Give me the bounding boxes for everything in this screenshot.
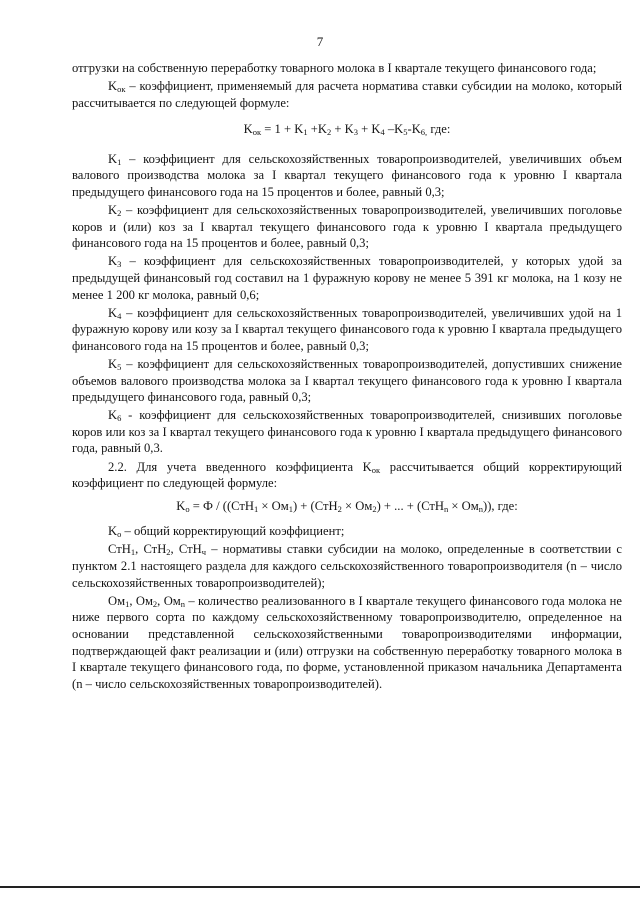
paragraph-stn-definition: СтН$_1$, СтН$_2$, СтН$_ч$ – нормативы ставки субсидии на молоко, определенные в соответствии с пунктом 2.1 настоящего раздела для каждого сельскохозяйственного товаропроизводителя (n – число сельскохозяйственных товаропроизводителей); [72, 542, 622, 590]
paragraph-2-2: 2.2. Для учета введенного коэффициента $K_{ок}$ рассчитывается общий корректирующий коэффициент по следующей формуле: [72, 459, 622, 491]
paragraph-om-definition: $Ом_1$, $Ом_2$, $Ом_n$ – количество реализованного в I квартале текущего финансового года молока не ниже первого сорта по каждому сельскохозяйственному товаропроизводителю, определенное на основании представленной сельскохозяйственными товаропроизводителями информации, подтверждающей факт реализации и (или) отгрузки на собственную переработку товарного молока в I квартале текущего финансового года, по форме, установленной приказом начальника Департамента (n – число сельскохозяйственных товаропроизводителей). [72, 593, 622, 691]
paragraph-k1: $K_1$ – коэффициент для сельскохозяйственных товаропроизводителей, увеличивших объем валового производства молока за I квартал текущего финансового года к уровню I квартала предыдущего финансового года на 15 процентов и более, равный 0,3; [72, 151, 622, 200]
formula-kok: $K_{ок} = 1 + K_1 +K_2 + K_3 + K_4$ $-K_5-K_{6,}$ где: [243, 122, 451, 138]
paragraph-k3: $K_3$ – коэффициент для сельскохозяйственных товаропроизводителей, у которых удой за предыдущей финансовый год составил на 1 фуражную корову не менее 5 391 кг молока, на 1 козу не менее 1 200 кг молока, равный 0,6; [72, 254, 622, 302]
formula-ko: $K_o = Ф / ((СтН_1 \times Ом_1) + (СтН_2 \times Ом_2)$ + ... + $(СтН_n \times Ом_n)$), где: [176, 498, 518, 514]
document-body [72, 60, 622, 694]
paragraph-k4: $K_4$ – коэффициент для сельскохозяйственных товаропроизводителей, увеличивших удой на 1 фуражную корову или козу за I квартал текущего финансового года к уровню I квартала предыдущего финансового года на 15 процентов и более, равный 0,3; [72, 305, 622, 353]
paragraph-kok-definition: $K_{ок}$ – коэффициент, применяемый для расчета норматива ставки субсидии на молоко, который рассчитывается по следующей формуле: [72, 79, 622, 110]
paragraph-shipment-end: отгрузки на собственную переработку товарного молока в I квартале текущего финансового года; [72, 61, 597, 75]
page-number: 7 [316, 34, 324, 49]
page-bottom-rule [0, 886, 640, 888]
paragraph-k2: $K_2$ – коэффициент для сельскохозяйственных товаропроизводителей, увеличивших поголовье коров и (или) коз за I квартал текущего финансового года к уровню I квартала предыдущего финансового года на 15 процентов и более, равный 0,3; [72, 203, 622, 251]
paragraph-ko-definition: $K_o$ – общий корректирующий коэффициент; [108, 524, 345, 540]
paragraph-k5: $K_5$ – коэффициент для сельскохозяйственных товаропроизводителей, допустивших снижение объемов валового производства молока за I квартал текущего финансового года к уровню I квартала предыдущего финансового года, равный 0,3; [72, 357, 622, 405]
paragraph-k6: $K_6$ - коэффициент для сельскохозяйственных товаропроизводителей, снизивших поголовье коров или коз за I квартал текущего финансового года к уровню I квартала предыдущего финансового года, равный 0,3. [72, 408, 622, 456]
